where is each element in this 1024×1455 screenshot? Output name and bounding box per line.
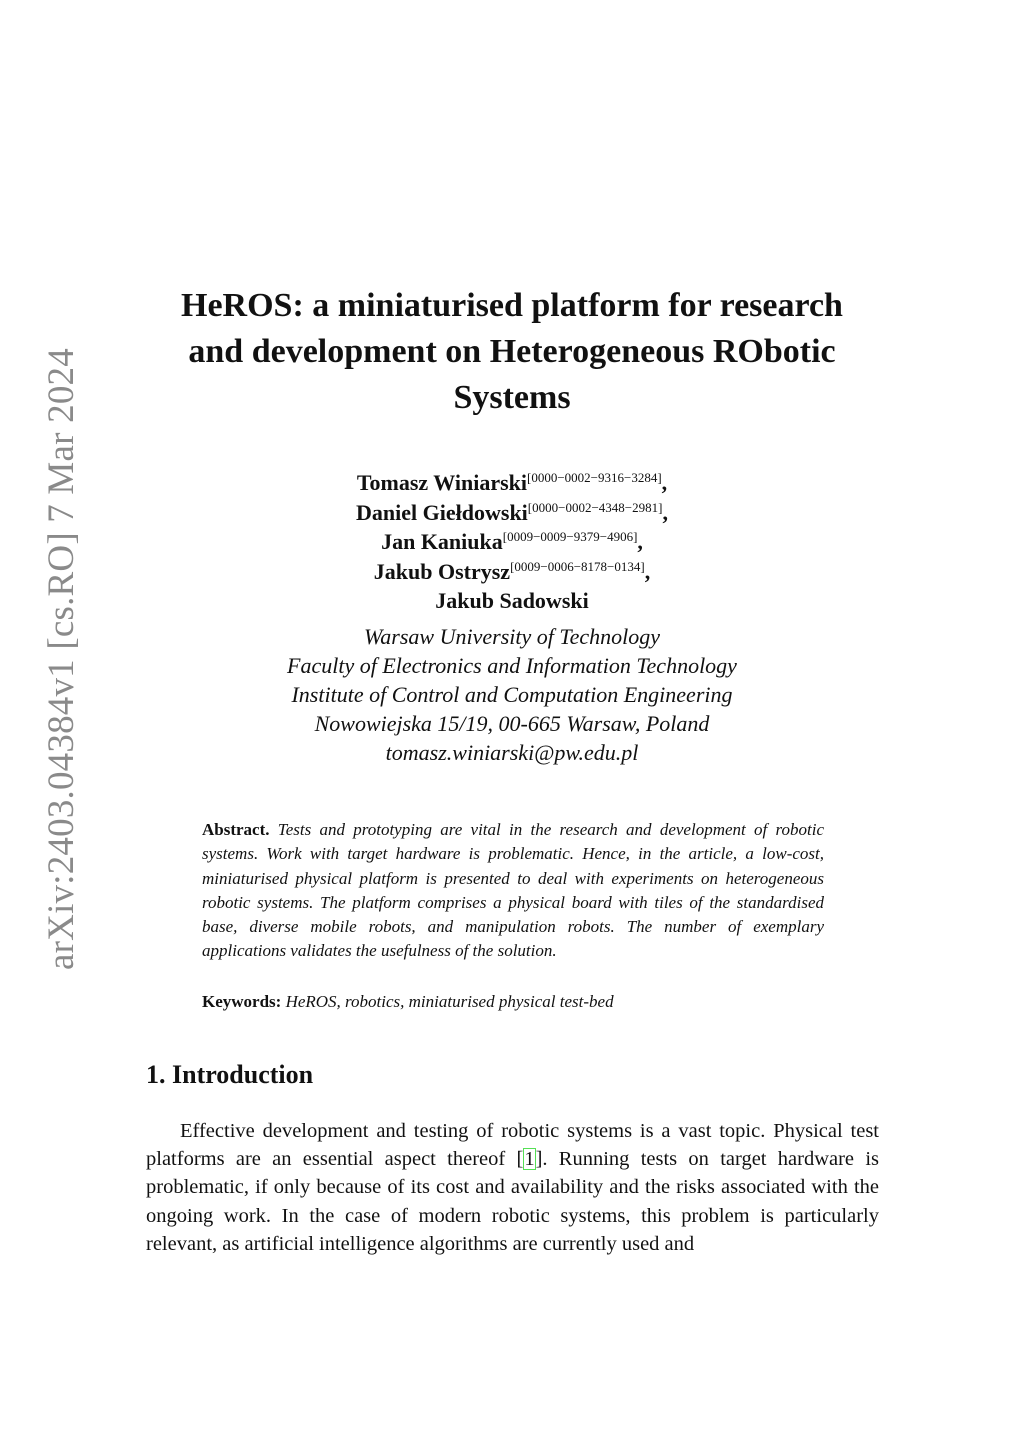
paper-title <box>150 283 874 421</box>
author-list <box>150 468 874 616</box>
abstract-label: Abstract. <box>202 820 270 839</box>
affiliation-institute: Institute of Control and Computation Engineering <box>291 682 733 707</box>
intro-text: ]. Running tests on target hardware is problematic, if only because of its cost and availability and the risks associated with the ongoing work. In the case of modern robotic systems, this problem is particularly relevant, as artificial intelligence algorithms are currently used and <box>146 1148 879 1255</box>
author-orcid: [0000−0002−4348−2981] <box>527 499 663 515</box>
section-heading: 1. Introduction <box>146 1060 314 1089</box>
author-entry <box>150 498 874 528</box>
author-name: Jan Kaniuka <box>381 529 503 554</box>
intro-text: Effective development and testing of robotic systems is a vast topic. Physical test platforms are an essential aspect thereof [ <box>146 1120 879 1171</box>
author-orcid: [0009−0009−9379−4906] <box>502 529 638 544</box>
author-entry <box>150 468 874 498</box>
abstract <box>202 818 824 964</box>
arxiv-identifier: arXiv:2403.04384v1 [cs.RO] 7 Mar 2024 <box>41 348 82 970</box>
title-line: and development on Heterogeneous RObotic <box>188 333 836 370</box>
abstract-text: Tests and prototyping are vital in the research and development of robotic systems. Work with target hardware is problematic. Hence, in the article, a low-cost, miniaturised physical platform is presented to deal with experiments on heterogeneous robotic systems. The platform comprises a physical board with tiles of the standardised base, diverse mobile robots, and manipulation robots. The number of exemplary applications validates the usefulness of the solution. <box>202 820 824 961</box>
affiliation-address: Nowowiejska 15/19, 00-665 Warsaw, Poland <box>314 711 710 736</box>
author-separator: , <box>662 499 668 525</box>
author-name: Daniel Giełdowski <box>356 499 528 525</box>
intro-paragraph <box>146 1117 879 1258</box>
affiliation <box>150 622 874 767</box>
affiliation-email[interactable]: tomasz.winiarski@pw.edu.pl <box>385 740 639 765</box>
author-entry <box>150 557 874 587</box>
author-separator: , <box>637 529 643 554</box>
keywords-label: Keywords: <box>202 992 282 1011</box>
affiliation-university: Warsaw University of Technology <box>364 624 660 649</box>
title-line: Systems <box>453 379 571 416</box>
author-name: Tomasz Winiarski <box>356 470 527 495</box>
author-name: Jakub Ostrysz <box>373 558 511 584</box>
affiliation-faculty: Faculty of Electronics and Information Technology <box>287 653 737 678</box>
keywords <box>202 990 824 1014</box>
author-name: Jakub Sadowski <box>435 588 589 613</box>
citation-link[interactable]: 1 <box>524 1148 535 1171</box>
author-entry <box>150 586 874 616</box>
keywords-text: HeROS, robotics, miniaturised physical test-bed <box>285 992 614 1011</box>
title-line: HeROS: a miniaturised platform for research <box>181 287 843 324</box>
author-orcid: [0009−0006−8178−0134] <box>510 558 645 574</box>
author-separator: , <box>661 470 668 495</box>
author-entry <box>150 527 874 557</box>
author-separator: , <box>644 558 651 584</box>
author-orcid: [0000−0002−9316−3284] <box>527 470 662 485</box>
